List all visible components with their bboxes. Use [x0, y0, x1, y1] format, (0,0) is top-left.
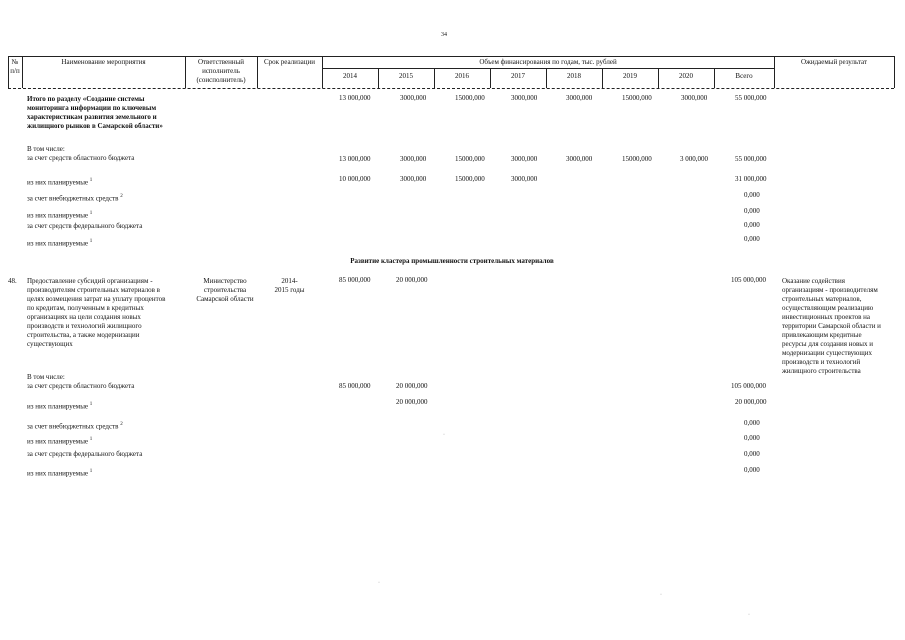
total-2014: 13 000,000	[339, 94, 371, 102]
planned3-total-2: 0,000	[744, 466, 760, 474]
offbudget-total: 0,000	[744, 191, 760, 199]
responsible-line-2: строительства	[203, 286, 247, 294]
result-line-9: модернизации существующих	[782, 349, 873, 357]
federal-total-2: 0,000	[744, 450, 760, 458]
planned3-total: 0,000	[744, 235, 760, 243]
item-name-line-6: производств и технологий жилищного	[27, 322, 142, 330]
regional-label: за счет средств областного бюджета	[27, 154, 135, 162]
total-2016: 15000,000	[455, 94, 485, 102]
header-year-2020: 2020	[679, 72, 693, 80]
item-total: 105 000,000	[731, 276, 766, 284]
item-number: 48.	[8, 277, 17, 285]
section-2-title: Развитие кластера промышленности строительных материалов	[350, 257, 554, 265]
regional2-total: 105 000,000	[731, 382, 766, 390]
header-name: Наименование мероприятия	[61, 58, 146, 66]
header-funding: Объем финансирования по годам, тыс. рублей	[479, 58, 617, 66]
item-name-line-3: целях возмещения затрат на уплату процентов	[27, 295, 166, 303]
header-period: Срок реализации	[263, 58, 316, 66]
planned3-label-2: из них планируемые $^1$	[27, 469, 93, 478]
planned2-2015: 20 000,000	[396, 398, 428, 406]
planned-2016: 15000,000	[455, 175, 485, 183]
total-2015: 3000,000	[400, 94, 427, 102]
header-responsible-2: исполнитель	[202, 67, 240, 75]
planned-2014: 10 000,000	[339, 175, 371, 183]
regional-all: 55 000,000	[735, 155, 767, 163]
header-total: Всего	[735, 72, 753, 80]
header-num2: п/п	[10, 67, 20, 75]
total-label-line-3: характеристикам развития земельного и	[27, 113, 157, 121]
including-label-2: В том числе:	[27, 373, 65, 381]
regional-2020: 3 000,000	[680, 155, 708, 163]
item-name-line-1: Предоставление субсидий организациям -	[27, 277, 153, 285]
total-label-line-2: мониторинга информации по ключевым	[27, 104, 157, 112]
item-name-line-4: по кредитам, полученным в кредитных	[27, 304, 144, 312]
item-name-line-5: организациях на цели создания новых	[27, 313, 141, 321]
regional-2015: 3000,000	[400, 155, 427, 163]
federal-label: за счет средств федерального бюджета	[27, 222, 143, 230]
result-line-11: жилищного строительства	[782, 367, 861, 375]
period-line-1: 2014-	[281, 277, 298, 285]
planned2-all: 20 000,000	[735, 398, 767, 406]
planned-all: 31 000,000	[735, 175, 767, 183]
regional2-2014: 85 000,000	[339, 382, 371, 390]
planned2-total: 0,000	[744, 207, 760, 215]
regional-2014: 13 000,000	[339, 155, 371, 163]
scan-speck: ·	[378, 580, 380, 586]
scan-speck: ·	[748, 612, 750, 618]
item-name-line-2: производителям строительных материалов в	[27, 286, 160, 294]
total-label-line-4: жилищного рынков в Самарской области»	[27, 122, 163, 130]
page-number: 34	[441, 32, 447, 38]
header-year-2018: 2018	[567, 72, 581, 80]
result-line-4: осуществляющим реализацию	[782, 304, 874, 312]
planned2-label: из них планируемые $^1$	[27, 211, 93, 220]
item-2014: 85 000,000	[339, 276, 371, 284]
header-year-2014: 2014	[343, 72, 357, 80]
responsible-line-1: Министерство	[203, 277, 247, 285]
header-responsible-3: (соисполнитель)	[196, 76, 246, 84]
regional-2018: 3000,000	[566, 155, 593, 163]
header-responsible-1: Ответственный	[197, 58, 245, 66]
scan-speck: ·	[443, 432, 445, 438]
total-label-line-1: Итого по разделу «Создание системы	[27, 95, 145, 103]
header-year-2019: 2019	[623, 72, 637, 80]
planned-2015: 3000,000	[400, 175, 427, 183]
result-line-1: Оказание содействия	[782, 277, 845, 285]
total-2018: 3000,000	[566, 94, 593, 102]
header-result: Ожидаемый результат	[800, 58, 868, 66]
scan-speck: ·	[660, 592, 662, 598]
result-line-5: инвестиционных проектов на	[782, 313, 871, 321]
regional2-2015: 20 000,000	[396, 382, 428, 390]
item-name-line-8: существующих	[27, 340, 73, 348]
total-2019: 15000,000	[622, 94, 652, 102]
regional-2016: 15000,000	[455, 155, 485, 163]
result-line-3: строительных материалов,	[782, 295, 862, 303]
planned-label-2: из них планируемые $^1$	[27, 402, 93, 411]
planned-2017: 3000,000	[511, 175, 538, 183]
result-line-10: производств и технологий	[782, 358, 861, 366]
header-year-2016: 2016	[455, 72, 469, 80]
total-all: 55 000,000	[735, 94, 767, 102]
federal-label-2: за счет средств федерального бюджета	[27, 450, 143, 458]
header-num: №	[11, 58, 19, 66]
result-line-6: территории Самарской области и	[782, 322, 881, 330]
item-name-line-7: строительства, а также модернизации	[27, 331, 140, 339]
regional-2017: 3000,000	[511, 155, 538, 163]
total-2017: 3000,000	[511, 94, 538, 102]
total-2020: 3000,000	[681, 94, 708, 102]
item-2015: 20 000,000	[396, 276, 428, 284]
regional-label-2: за счет средств областного бюджета	[27, 382, 135, 390]
regional-2019: 15000,000	[622, 155, 652, 163]
planned3-label: из них планируемые $^1$	[27, 239, 93, 248]
federal-total: 0,000	[744, 221, 760, 229]
period-line-2: 2015 годы	[274, 286, 305, 294]
planned2-label-2: из них планируемые $^1$	[27, 437, 93, 446]
result-line-7: привлекающим кредитные	[782, 331, 862, 339]
responsible-line-3: Самарской области	[196, 295, 254, 303]
offbudget-total-2: 0,000	[744, 419, 760, 427]
offbudget-label: за счет внебюджетных средств $^2$	[27, 194, 123, 203]
offbudget-label-2: за счет внебюджетных средств $^2$	[27, 422, 123, 431]
planned2-total-2: 0,000	[744, 434, 760, 442]
including-label: В том числе:	[27, 145, 65, 153]
header-year-2017: 2017	[511, 72, 525, 80]
header-year-2015: 2015	[399, 72, 413, 80]
result-line-8: ресурсы для создания новых и	[782, 340, 874, 348]
planned-label: из них планируемые $^1$	[27, 178, 93, 187]
result-line-2: организациям - производителям	[782, 286, 878, 294]
